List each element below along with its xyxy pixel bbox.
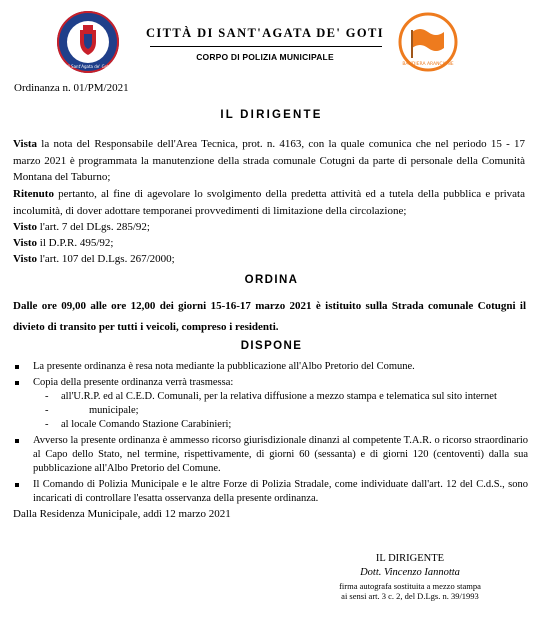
ordinance-number: Ordinanza n. 01/PM/2021 <box>14 82 129 94</box>
corps-title: CORPO DI POLIZIA MUNICIPALE <box>196 52 334 62</box>
svg-text:BANDIERA ARANCIONE: BANDIERA ARANCIONE <box>402 62 454 67</box>
orange-flag-logo <box>398 12 458 72</box>
dispone-sub-urp-cont: - municipale; <box>33 404 528 418</box>
dispone-sub-urp: - all'U.R.P. ed al C.E.D. Comunali, per la relativa diffusione a mezzo stampa e telematica sul sito internet <box>33 390 528 404</box>
dispone-item-appeal: Avverso la presente ordinanza è ammesso ricorso giurisdizionale dinanzi al competente T.A.R. o ricorso straordinario al Capo dello Stato, nel termine, rispettivamente, di giorni 60 (sessanta) e di giorni 120 (centoventi) dalla sua pubblicazione all'Albo Pretorio del Comune. <box>13 434 528 476</box>
dispone-list <box>13 360 528 508</box>
signature-note-1: firma autografa sostituita a mezzo stampa <box>339 581 481 591</box>
premise-ritenuto: Ritenuto pertanto, al fine di agevolare lo svolgimento della predetta attività ed a tutela della pubblica e privata incolumità, di dover adottare temporanei provvedimenti di limitazione della circolazione; <box>13 188 525 217</box>
city-title: CITTÀ DI SANT'AGATA DE' GOTI <box>145 26 385 40</box>
premise-visto-dpr495: Visto il D.P.R. 495/92; <box>13 237 114 249</box>
heading-dispone: DISPONE <box>240 340 303 352</box>
heading-ordina: ORDINA <box>244 274 299 286</box>
police-badge-logo <box>56 10 120 74</box>
dispone-item-transmission: Copia della presente ordinanza verrà trasmessa: - all'U.R.P. ed al C.E.D. Comunali, per la relativa diffusione a mezzo stampa e telematica sul sito internet - municipale; - al locale Comando Stazione Carabinieri; <box>13 376 528 432</box>
premise-visto-dlgs285: Visto l'art. 7 del DLgs. 285/92; <box>13 221 150 233</box>
dispone-item-enforcement: Il Comando di Polizia Municipale e le altre Forze di Polizia Stradale, come individuate dall'art. 12 del C.d.S., sono incaricati di controllare l'esatta osservanza della presente ordinanza. <box>13 478 528 506</box>
header-divider <box>150 46 382 47</box>
svg-text:di Sant'Agata de' Goti: di Sant'Agata de' Goti <box>66 64 110 69</box>
premise-visto-dlgs267: Visto l'art. 107 del D.Lgs. 267/2000; <box>13 253 175 265</box>
ordina-text: Dalle ore 09,00 alle ore 12,00 dei giorni 15-16-17 marzo 2021 è istituito sulla Strada comunale Cotugni il divieto di transito per tutti i veicoli, compreso i residenti. <box>13 300 526 333</box>
closing-date: Dalla Residenza Municipale, addì 12 marzo 2021 <box>13 508 231 520</box>
signature-note-2: ai sensi art. 3 c. 2, del D.Lgs. n. 39/1993 <box>341 591 479 601</box>
dispone-item-publication: La presente ordinanza è resa nota mediante la pubblicazione all'Albo Pretorio del Comune. <box>13 360 528 374</box>
premise-vista-nota: Vista la nota del Responsabile dell'Area Tecnica, prot. n. 4163, con la quale comunica che nel periodo 15 - 17 marzo 2021 è programmata la manutenzione della strada comunale Cotugni da parte di personale della Comunità Montana del Taburno; <box>13 138 525 183</box>
heading-dirigente: IL DIRIGENTE <box>220 109 323 121</box>
signature-name: Dott. Vincenzo Iannotta <box>360 567 460 578</box>
dispone-sub-carabinieri: - al locale Comando Stazione Carabinieri; <box>33 418 528 432</box>
signature-title: IL DIRIGENTE <box>375 553 445 564</box>
